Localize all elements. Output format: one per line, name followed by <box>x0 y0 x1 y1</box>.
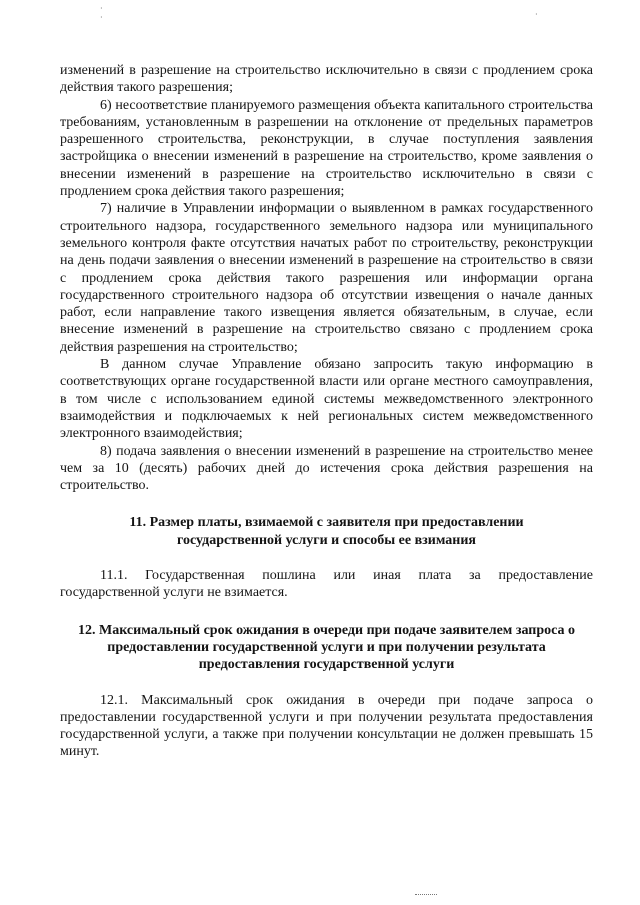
section-11-heading: 11. Размер платы, взимаемой с заявителя при предоставлении государственной услуги и способы ее взимания <box>129 515 524 548</box>
section-11-body: 11.1. Государственная пошлина или иная плата за предоставление государственной услуги не взимается. <box>60 568 593 601</box>
scan-mark-bottom <box>415 894 437 897</box>
section-12-body: 12.1. Максимальный срок ожидания в очереди при подаче запроса о предоставлении государственной услуги и при получении результата предоставления государственной услуги, а также при получении консультации не должен превышать 15 минут. <box>60 692 593 760</box>
list-item-7: 7) наличие в Управлении информации о выявленном в рамках государственного строительного надзора, государственного земельного надзора или муниципального земельного контроля факте отсутствия начатых работ по строительству, реконструкции на день подачи заявления о внесении изменений в разрешение на строительство в связи с продлением срока действия такого разрешения или информации органа государственного строительного надзора об отсутствии извещения о начале данных работ, если направление такого извещения является обязательным, в случае, если внесение изменений в разрешение на строительство связано с продлением срока действия разрешения на строительство; <box>60 201 593 355</box>
scan-mark-top-right: · <box>535 10 538 19</box>
document-page <box>60 62 593 761</box>
paragraph-continuation: изменений в разрешение на строительство исключительно в связи с продлением срока действия такого разрешения; <box>60 63 593 96</box>
paragraph-note: В данном случае Управление обязано запросить такую информацию в соответствующих органе государственной власти или органе местного самоуправления, в том числе с использованием единой системы межведомственного электронного взаимодействия и подключаемых к ней региональных систем межведомственного электронного взаимодействия; <box>60 357 593 442</box>
section-12-heading: 12. Максимальный срок ожидания в очереди при подаче заявителем запроса о предоставлении государственной услуги и при получении результата предоставления государственной услуги <box>77 622 575 673</box>
list-item-8: 8) подача заявления о внесении изменений в разрешение на строительство менее чем за 10 (десять) рабочих дней до истечения срока действия разрешения на строительство. <box>60 443 593 494</box>
scan-mark-top-left: · · <box>100 4 103 22</box>
list-item-6: 6) несоответствие планируемого размещения объекта капитального строительства требованиям, установленным в разрешении на отклонение от предельных параметров разрешенного строительства, реконструкции, в случае поступления заявления застройщика о внесении изменений в разрешение на строительство, кроме заявления о внесении изменений в разрешение на строительство исключительно в связи с продлением срока действия такого разрешения; <box>60 97 593 200</box>
